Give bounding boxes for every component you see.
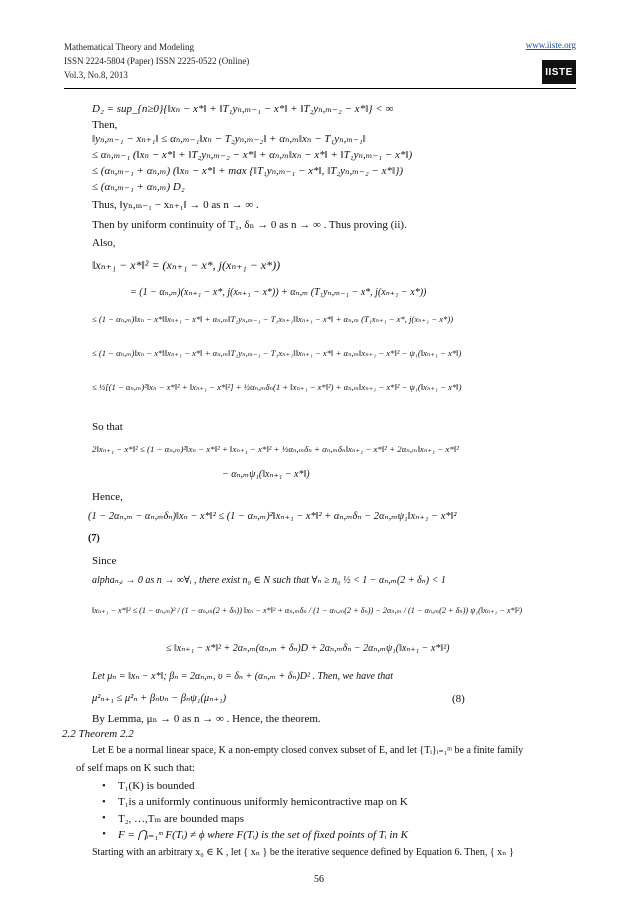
journal-volume: Vol.3, No.8, 2013 [64, 70, 128, 80]
bullet-4: • F = ⋂ᵢ₌₁ᵐ F(Tᵢ) ≠ ϕ where F(Tᵢ) is the set of fixed points of Tᵢ in K [118, 828, 408, 841]
text-self-maps: of self maps on K such that: [76, 763, 195, 774]
text-thus: Thus, ‖yₙ,ₘ₋₁ − xₙ₊₁‖ → 0 as n → ∞ . [92, 199, 259, 211]
eq-line-13: ≤ (1 − αₙ,ₘ)‖xₙ − x*‖‖xₙ₊₁ − x*‖ + αₙ,ₘ‖T₁yₙ,ₘ₋₁ − T₁xₙ₊₁‖‖xₙ₊₁ − x*‖ + αₙ,ₘ‖xₙ₊₁ − x*‖² − ψ₁(‖xₙ₊₁ − x*‖) [92, 348, 462, 358]
eq-line-22: alphaₙ,ᵢ → 0 as n → ∞∀ᵢ , there exist n₀ ∈ N such that ∀ₙ ≥ n₀ ½ < 1 − αₙ,ₘ(2 + δₙ) < 1 [92, 575, 446, 586]
bullet-1: • T₁(K) is bounded [118, 780, 195, 792]
text-starting: Starting with an arbitrary x₀ ∈ K , let { xₙ } be the iterative sequence defined by Equation 6. Then, { xₙ } [92, 847, 514, 858]
text-then: Then, [92, 119, 118, 131]
text-by-lemma: By Lemma, μₙ → 0 as n → ∞ . Hence, the theorem. [92, 713, 321, 725]
eq-line-26: μ²ₙ₊₁ ≤ μ²ₙ + βₙυₙ − βₙψ₁(μₙ₊₁) [92, 693, 227, 704]
bullet-2: • T₁is a uniformly continuous uniformly hemicontractive map on K [118, 796, 408, 808]
eq-line-10: ‖xₙ₊₁ − x*‖² = (xₙ₊₁ − x*, j(xₙ₊₁ − x*)) [92, 258, 281, 272]
eq-line-17: − αₙ,ₘψ₁(‖xₙ₊₁ − x*‖) [222, 469, 310, 480]
text-since: Since [92, 555, 117, 567]
text-uniform-continuity: Then by uniform continuity of T₁, δₙ → 0 as n → ∞ . Thus proving (ii). [92, 219, 407, 231]
bullet-3: • T₂, …,Tₘ are bounded maps [118, 812, 244, 825]
journal-header [64, 40, 249, 82]
eq-line-16: 2‖xₙ₊₁ − x*‖² ≤ (1 − αₙ,ₘ)²‖xₙ − x*‖² + ‖xₙ₊₁ − x*‖² + ½αₙ,ₘδₙ + αₙ,ₘδₙ‖xₙ₊₁ − x*‖² + 2αₙ,ₘ‖xₙ₊₁ − x*‖² [92, 444, 459, 454]
equation-number-7: (7) [88, 533, 100, 544]
eq-line-4: ≤ αₙ,ₘ₋₁ (‖xₙ − x*‖ + ‖T₂yₙ,ₘ₋₂ − x*‖ + αₙ,ₘ‖xₙ − x*‖ + ‖T₁yₙ,ₘ₋₁ − x*‖) [92, 149, 413, 161]
equation-number-8: (8) [452, 693, 465, 705]
section-heading: 2.2 Theorem 2.2 [62, 728, 134, 740]
iiste-logo: IISTE [542, 60, 576, 84]
eq-line-24: ≤ ‖xₙ₊₁ − x*‖² + 2αₙ,ₘ(αₙ,ₘ + δₙ)D + 2αₙ,ₘδₙ − 2αₙ,ₘψ₁(‖xₙ₊₁ − x*‖²) [166, 643, 450, 654]
eq-line-11: = (1 − αₙ,ₘ)(xₙ₊₁ − x*, j(xₙ₊₁ − x*)) + αₙ,ₘ (T₁yₙ,ₘ₋₁ − x*, j(xₙ₊₁ − x*)) [130, 287, 427, 298]
header-rule [64, 88, 576, 89]
text-also: Also, [92, 237, 116, 249]
eq-d2: D₂ = sup_{n≥0}{‖xₙ − x*‖ + ‖T₁yₙ,ₘ₋₁ − x*‖ + ‖T₂yₙ,ₘ₋₂ − x*‖} < ∞ [92, 103, 394, 115]
text-hence: Hence, [92, 491, 123, 503]
journal-name: Mathematical Theory and Modeling [64, 42, 195, 52]
eq-line-6: ≤ (αₙ,ₘ₋₁ + αₙ,ₘ) D₂ [92, 181, 185, 193]
text-theorem-intro: Let E be a normal linear space, K a non-empty closed convex subset of E, and let {Tᵢ}ᵢ₌₁ᵐ be a finite family [92, 745, 524, 756]
eq-line-12: ≤ (1 − αₙ,ₘ)‖xₙ − x*‖‖xₙ₊₁ − x*‖ + αₙ,ₘ‖T₁yₙ,ₘ₋₁ − T₁xₙ₊₁‖‖xₙ₊₁ − x*‖ + αₙ,ₘ (T₁xₙ₊₁ − x*, j(xₙ₊₁ − x*)) [92, 314, 454, 324]
journal-url[interactable]: www.iiste.org [525, 40, 576, 50]
eq-line-23: ‖xₙ₊₁ − x*‖² ≤ (1 − αₙ,ₘ)² / (1 − αₙ,ₘ(2 + δₙ)) ‖xₙ − x*‖² + αₙ,ₘδₙ / (1 − αₙ,ₘ(2 + δₙ)) − 2αₙ,ₘ / (1 − αₙ,ₘ(2 + δₙ)) ψ₁(‖xₙ₊₁ − x*‖²) [92, 606, 523, 615]
journal-issn: ISSN 2224-5804 (Paper) ISSN 2225-0522 (Online) [64, 56, 250, 66]
eq-line-5: ≤ (αₙ,ₘ₋₁ + αₙ,ₘ) (‖xₙ − x*‖ + max {‖T₁yₙ,ₘ₋₁ − x*‖, ‖T₂yₙ,ₘ₋₂ − x*‖}) [92, 165, 404, 177]
page-number: 56 [314, 874, 324, 885]
eq-line-25: Let μₙ = ‖xₙ − x*‖; βₙ = 2αₙ,ₘ, υ = δₙ + (αₙ,ₘ + δₙ)D² . Then, we have that [92, 671, 394, 682]
eq-line-3: ‖yₙ,ₘ₋₁ − xₙ₊₁‖ ≤ αₙ,ₘ₋₁‖xₙ − T₂yₙ,ₘ₋₂‖ + αₙ,ₘ‖xₙ − T₁yₙ,ₘ₋₁‖ [92, 133, 366, 145]
eq-line-14: ≤ ½[(1 − αₙ,ₘ)²‖xₙ − x*‖² + ‖xₙ₊₁ − x*‖²] + ½αₙ,ₘδₙ(1 + ‖xₙ₊₁ − x*‖²) + αₙ,ₘ‖xₙ₊₁ − x*‖² − ψ₁(‖xₙ₊₁ − x*‖) [92, 382, 462, 392]
text-so-that: So that [92, 421, 123, 433]
eq-line-19: (1 − 2αₙ,ₘ − αₙ,ₘδₙ)‖xₙ − x*‖² ≤ (1 − αₙ,ₘ)²‖xₙ₊₁ − x*‖² + αₙ,ₘδₙ − 2αₙ,ₘψ₁‖xₙ₊₁ − x*‖² [88, 511, 457, 522]
